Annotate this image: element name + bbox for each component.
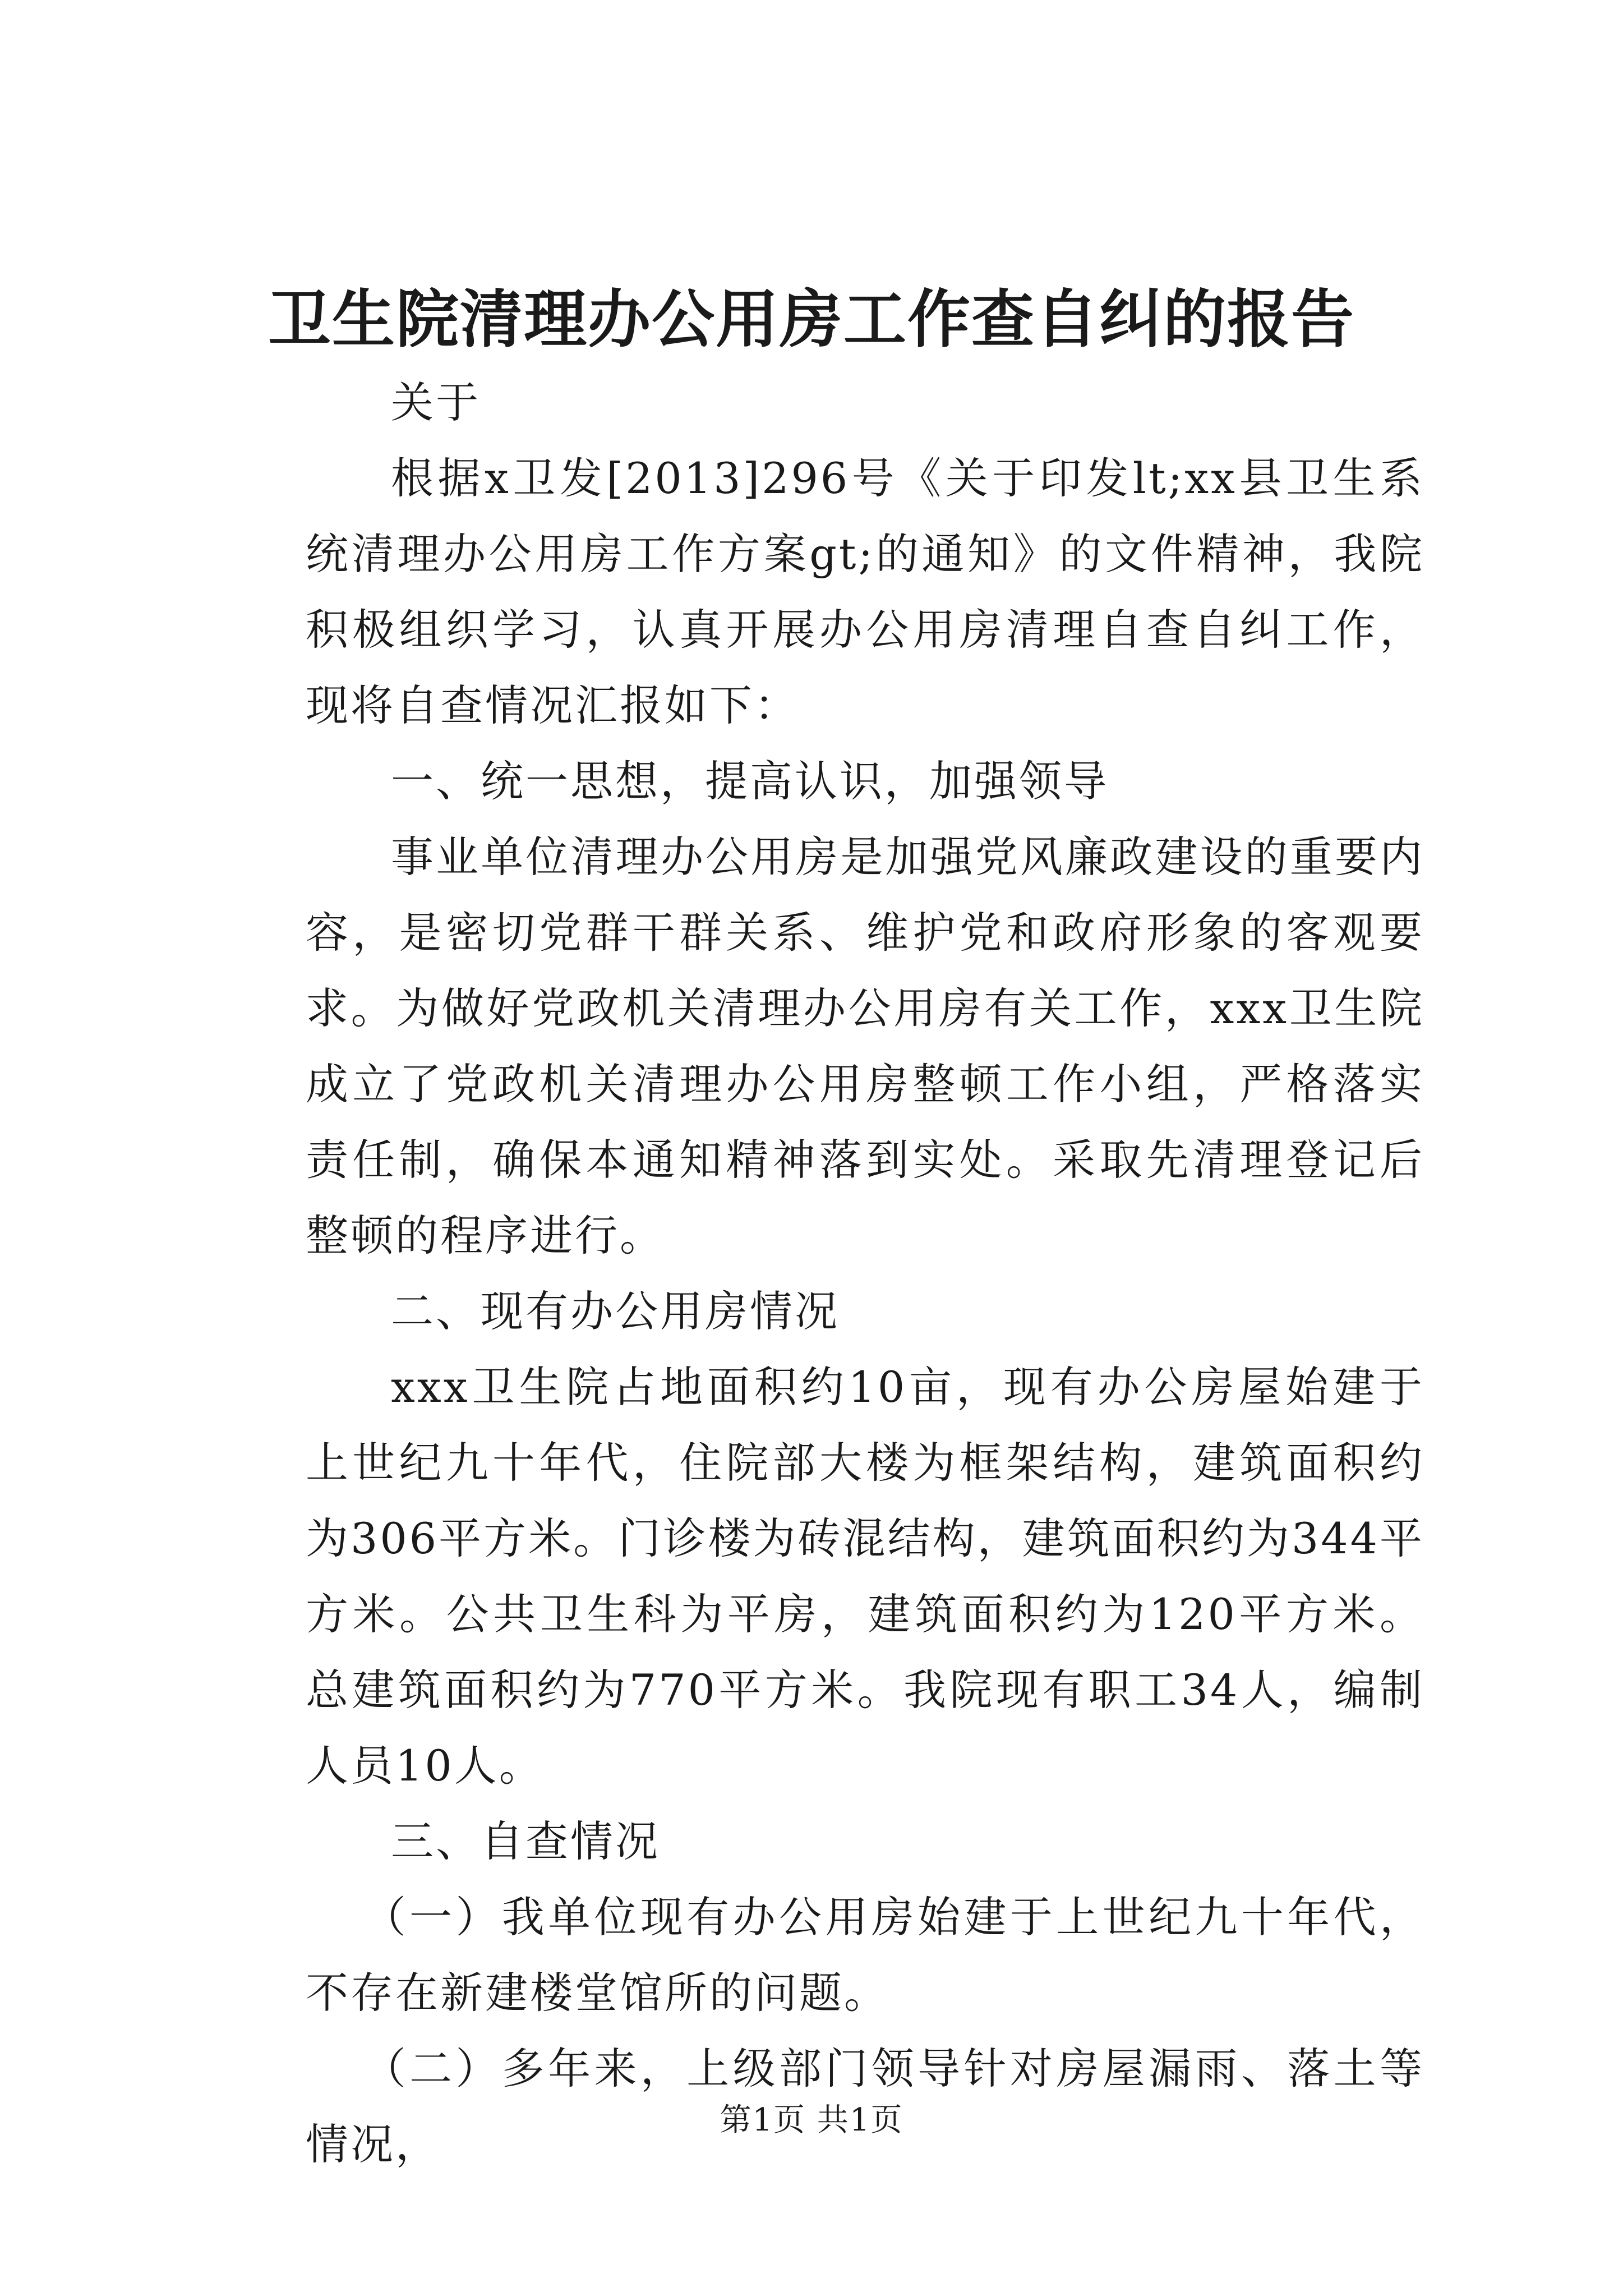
paragraph-section-1: 事业单位清理办公用房是加强党风廉政建设的重要内容，是密切党群干群关系、维护党和政府形象的客观要求。为做好党政机关清理办公用房有关工作，xxx卫生院成立了党政机关清理办公用房整顿工作小组，严格落实责任制，确保本通知精神落到实处。采取先清理登记后整顿的程序进行。 bbox=[306, 832, 1424, 1260]
section-heading-2: 二、现有办公用房情况 bbox=[391, 1286, 840, 1336]
paragraph-section-2: xxx卫生院占地面积约10亩，现有办公房屋始建于上世纪九十年代，住院部大楼为框架结构，建筑面积约为306平方米。门诊楼为砖混结构，建筑面积约为344平方米。公共卫生科为平房，建筑面积约为120平方米。总建筑面积约为770平方米。我院现有职工34人，编制人员10人。 bbox=[306, 1362, 1424, 1791]
sub-item-1: （一）我单位现有办公用房始建于上世纪九十年代，不存在新建楼堂馆所的问题。 bbox=[306, 1892, 1424, 2018]
section-heading-1: 一、统一思想，提高认识，加强领导 bbox=[391, 756, 1109, 806]
page-footer: 第1页 共1页 bbox=[720, 2102, 903, 2138]
sub-item-2: （二）多年来，上级部门领导针对房屋漏雨、落土等情况， bbox=[306, 2044, 1424, 2169]
paragraph-intro: 关于 bbox=[391, 378, 481, 427]
section-heading-3: 三、自查情况 bbox=[391, 1816, 660, 1866]
document-body bbox=[306, 365, 1424, 2182]
paragraph-basis: 根据x卫发[2013]296号《关于印发lt;xx县卫生系统清理办公用房工作方案gt;的通知》的文件精神，我院积极组织学习，认真开展办公用房清理自查自纠工作，现将自查情况汇报如下： bbox=[306, 453, 1424, 730]
document-title: 卫生院清理办公用房工作查自纠的报告 bbox=[268, 283, 1355, 356]
